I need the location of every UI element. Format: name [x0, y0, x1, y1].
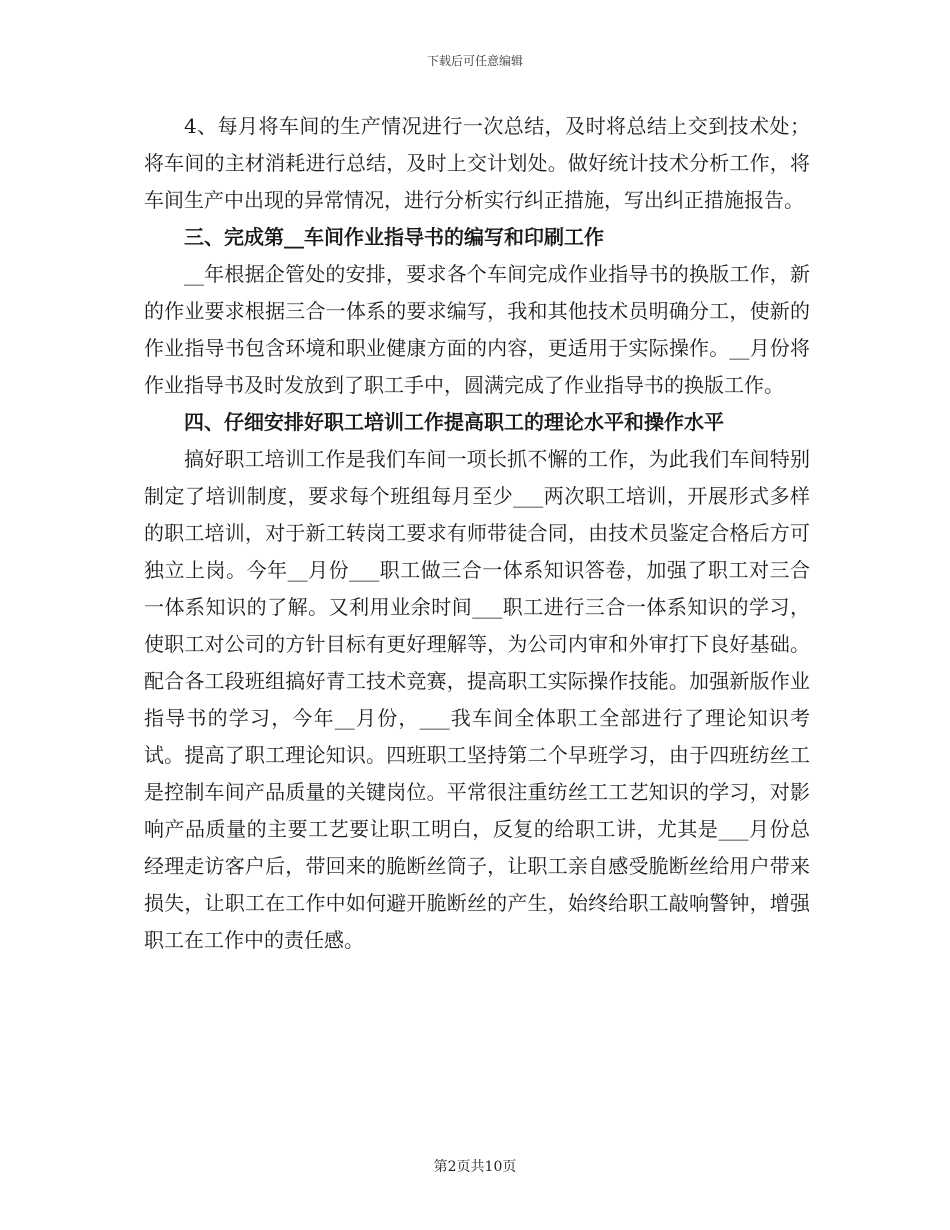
page-header: 下载后可任意编辑 [426, 54, 523, 68]
section-heading-3: 三、完成第__车间作业指导书的编写和印刷工作 [184, 225, 604, 249]
paragraph-section-4: 搞好职工培训工作是我们车间一项长抓不懈的工作，为此我们车间特别制定了培训制度，要求每个班组每月至少___两次职工培训，开展形式多样的职工培训，对于新工转岗工要求有师带徒合同，由技术员鉴定合格后方可独立上岗。今年__月份___职工做三合一体系知识答卷，加强了职工对三合一体系知识的了解。又利用业余时间___职工进行三合一体系知识的学习，使职工对公司的方针目标有更好理解等，为公司内审和外审打下良好基础。配合各工段班组搞好青工技术竞赛，提高职工实际操作技能。加强新版作业指导书的学习，今年__月份，___我车间全体职工全部进行了理论知识考试。提高了职工理论知识。四班职工坚持第二个早班学习，由于四班纺丝工是控制车间产品质量的关键岗位。平常很注重纺丝工工艺知识的学习，对影响产品质量的主要工艺要让职工明白，反复的给职工讲，尤其是___月份总经理走访客户后，带回来的脆断丝筒子，让职工亲自感受脆断丝给用户带来损失，让职工在工作中如何避开脆断丝的产生，始终给职工敲响警钟，增强职工在工作中的责任感。 [144, 447, 810, 952]
page-number-footer: 第2页共10页 [433, 1159, 517, 1175]
paragraph-item-4: 4、每月将车间的生产情况进行一次总结，及时将总结上交到技术处；将车间的主材消耗进行总结，及时上交计划处。做好统计技术分析工作，将车间生产中出现的异常情况，进行分析实行纠正措施，写出纠正措施报告。 [144, 114, 810, 212]
document-body [144, 108, 810, 959]
section-heading-4: 四、仔细安排好职工培训工作提高职工的理论水平和操作水平 [184, 410, 724, 434]
paragraph-section-3: __年根据企管处的安排，要求各个车间完成作业指导书的换版工作，新的作业要求根据三合一体系的要求编写，我和其他技术员明确分工，使新的作业指导书包含环境和职业健康方面的内容，更适用于实际操作。__月份将作业指导书及时发放到了职工手中，圆满完成了作业指导书的换版工作。 [144, 262, 810, 397]
